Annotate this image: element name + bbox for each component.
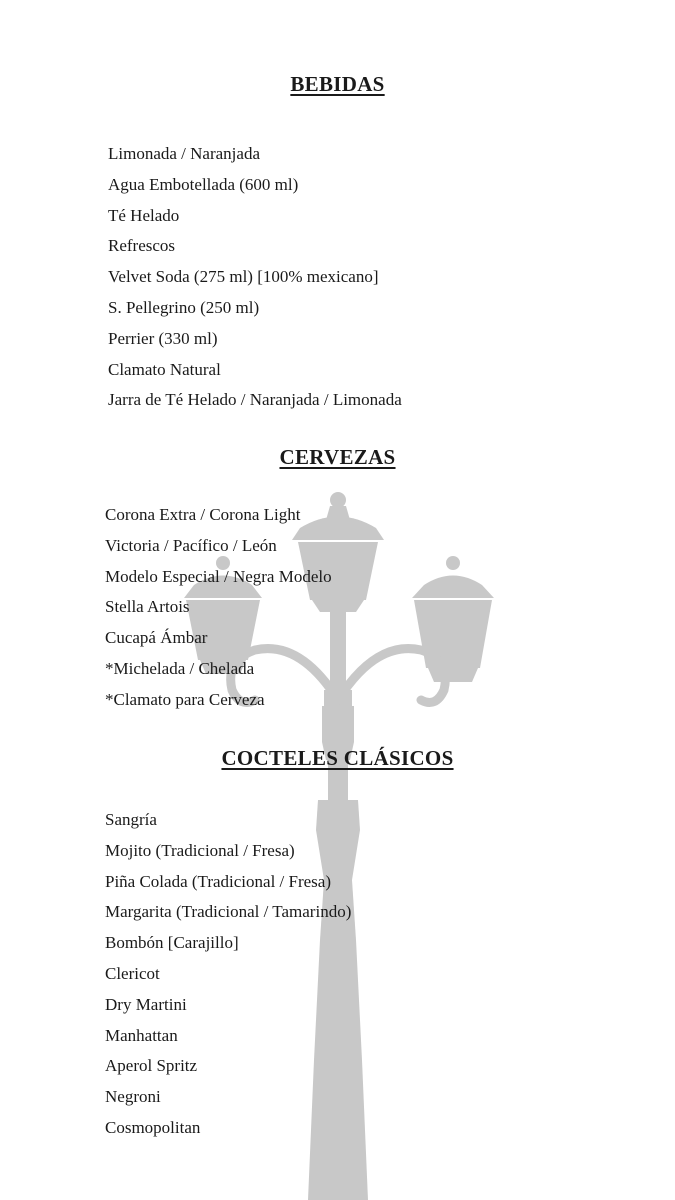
list-item: Stella Artois <box>105 597 190 617</box>
cocteles-list <box>105 805 351 1144</box>
list-item: Negroni <box>105 1087 161 1107</box>
section-title-cocteles: COCTELES CLÁSICOS <box>221 746 454 770</box>
list-item: Victoria / Pacífico / León <box>105 535 277 555</box>
list-item: Margarita (Tradicional / Tamarindo) <box>105 902 352 922</box>
list-item: Clericot <box>105 963 160 983</box>
list-item: Dry Martini <box>105 994 187 1014</box>
list-item: Velvet Soda (275 ml) [100% mexicano] <box>108 267 379 287</box>
list-item: Cucapá Ámbar <box>105 628 208 648</box>
list-item: *Michelada / Chelada <box>105 658 255 678</box>
list-item: Jarra de Té Helado / Naranjada / Limonada <box>108 390 402 410</box>
list-item: Sangría <box>105 810 157 829</box>
list-item: Manhattan <box>105 1025 178 1045</box>
list-item: Perrier (330 ml) <box>108 328 218 348</box>
section-title-bebidas: BEBIDAS <box>290 72 385 96</box>
list-item: Mojito (Tradicional / Fresa) <box>105 840 295 860</box>
section-title-cervezas: CERVEZAS <box>279 445 396 469</box>
cervezas-list <box>105 500 332 716</box>
list-item: Clamato Natural <box>108 359 221 379</box>
list-item: Aperol Spritz <box>105 1056 198 1076</box>
list-item: Corona Extra / Corona Light <box>105 505 301 524</box>
bebidas-list <box>108 139 402 416</box>
list-item: Bombón [Carajillo] <box>105 933 239 953</box>
list-item: Cosmopolitan <box>105 1117 201 1137</box>
list-item: Limonada / Naranjada <box>108 144 260 163</box>
list-item: Té Helado <box>108 205 180 225</box>
list-item: Piña Colada (Tradicional / Fresa) <box>105 871 331 891</box>
list-item: Modelo Especial / Negra Modelo <box>105 566 332 586</box>
list-item: *Clamato para Cerveza <box>105 689 265 709</box>
list-item: Refrescos <box>108 236 176 256</box>
list-item: Agua Embotellada (600 ml) <box>108 174 299 194</box>
list-item: S. Pellegrino (250 ml) <box>108 297 260 317</box>
